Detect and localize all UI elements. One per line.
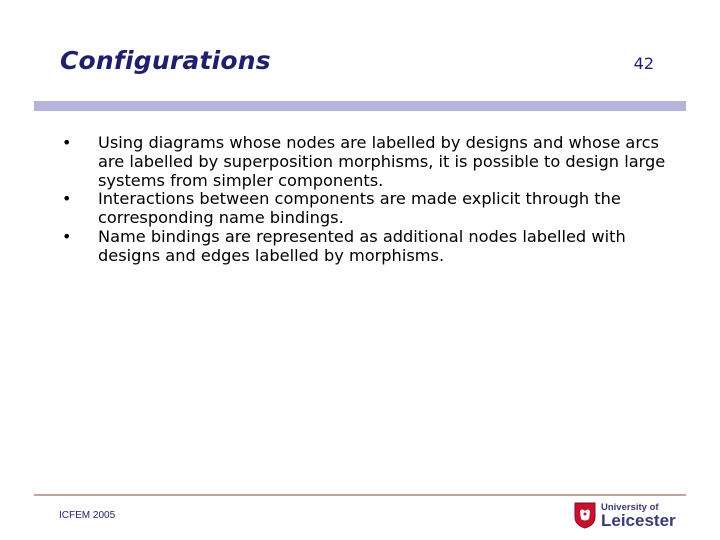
bullet-list [62,134,677,266]
slide-number: 42 [633,54,654,73]
slide-title: Configurations [60,46,271,75]
bullet-item [62,190,677,228]
bullet-dot-icon: • [62,189,72,209]
university-logo [574,500,684,532]
bullet-text: Interactions between components are made explicit through the corresponding name bindings. [98,189,621,228]
bullet-dot-icon: • [62,133,72,152]
bullet-item [62,134,677,190]
bullet-text: Using diagrams whose nodes are labelled by designs and whose arcs are labelled by superposition morphisms, it is possible to design large systems from simpler components. [98,133,666,190]
bullet-text: Name bindings are represented as additional nodes labelled with designs and edges labelled by morphisms. [98,226,626,265]
bullet-item [62,228,677,266]
bullet-dot-icon: • [62,226,72,246]
logo-line-university: University of [601,502,659,513]
logo-line-leicester: Leicester [601,511,676,530]
footer-rule [34,494,686,496]
university-crest-icon [574,502,596,529]
title-rule [34,101,686,111]
footer-text: ICFEM 2005 [59,510,116,521]
